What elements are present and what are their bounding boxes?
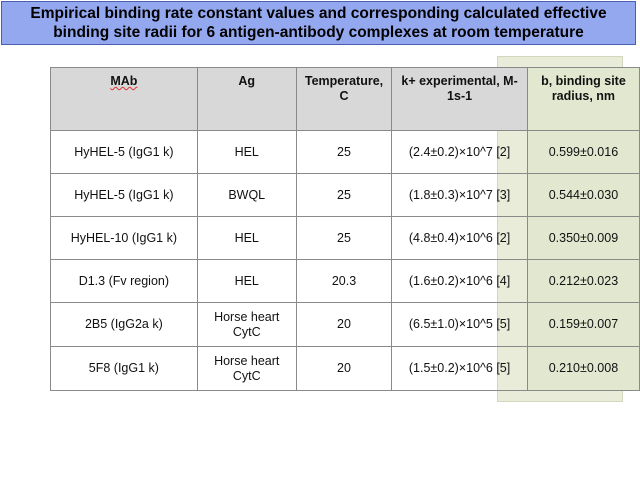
table-header-row [51,68,640,131]
cell-ag: HEL [197,260,296,303]
title-line-1: Empirical binding rate constant values and corresponding calculated effective [30,5,607,22]
cell-binding-radius: 0.212±0.023 [527,260,639,303]
cell-binding-radius: 0.210±0.008 [527,347,639,391]
cell-ag: Horse heart CytC [197,347,296,391]
table-row [51,260,640,303]
cell-k-experimental: (2.4±0.2)×10^7 [2] [392,131,528,174]
cell-temperature: 25 [296,131,392,174]
header-temperature: Temperature, C [296,68,392,131]
table-row [51,217,640,260]
table-row [51,131,640,174]
cell-binding-radius: 0.350±0.009 [527,217,639,260]
table-row [51,303,640,347]
cell-temperature: 25 [296,217,392,260]
header-ag: Ag [197,68,296,131]
table-row [51,347,640,391]
cell-mab: 5F8 (IgG1 k) [51,347,198,391]
title-banner [1,1,636,45]
cell-mab: HyHEL-5 (IgG1 k) [51,131,198,174]
cell-temperature: 20 [296,303,392,347]
cell-mab: HyHEL-10 (IgG1 k) [51,217,198,260]
cell-binding-radius: 0.544±0.030 [527,174,639,217]
cell-k-experimental: (1.5±0.2)×10^6 [5] [392,347,528,391]
cell-k-experimental: (6.5±1.0)×10^5 [5] [392,303,528,347]
cell-k-experimental: (4.8±0.4)×10^6 [2] [392,217,528,260]
cell-ag: Horse heart CytC [197,303,296,347]
cell-temperature: 20.3 [296,260,392,303]
cell-mab: 2B5 (IgG2a k) [51,303,198,347]
cell-ag: HEL [197,131,296,174]
header-binding-radius: b, binding site radius, nm [527,68,639,131]
table-row [51,174,640,217]
cell-mab: D1.3 (Fv region) [51,260,198,303]
cell-k-experimental: (1.8±0.3)×10^7 [3] [392,174,528,217]
cell-temperature: 25 [296,174,392,217]
header-k-experimental: k+ experimental, M-1s-1 [392,68,528,131]
title-line-2: binding site radii for 6 antigen-antibody complexes at room temperature [53,24,584,41]
cell-temperature: 20 [296,347,392,391]
header-mab: MAb [51,68,198,131]
cell-mab: HyHEL-5 (IgG1 k) [51,174,198,217]
binding-data-table [50,67,640,391]
cell-k-experimental: (1.6±0.2)×10^6 [4] [392,260,528,303]
cell-ag: HEL [197,217,296,260]
cell-binding-radius: 0.159±0.007 [527,303,639,347]
cell-binding-radius: 0.599±0.016 [527,131,639,174]
cell-ag: BWQL [197,174,296,217]
